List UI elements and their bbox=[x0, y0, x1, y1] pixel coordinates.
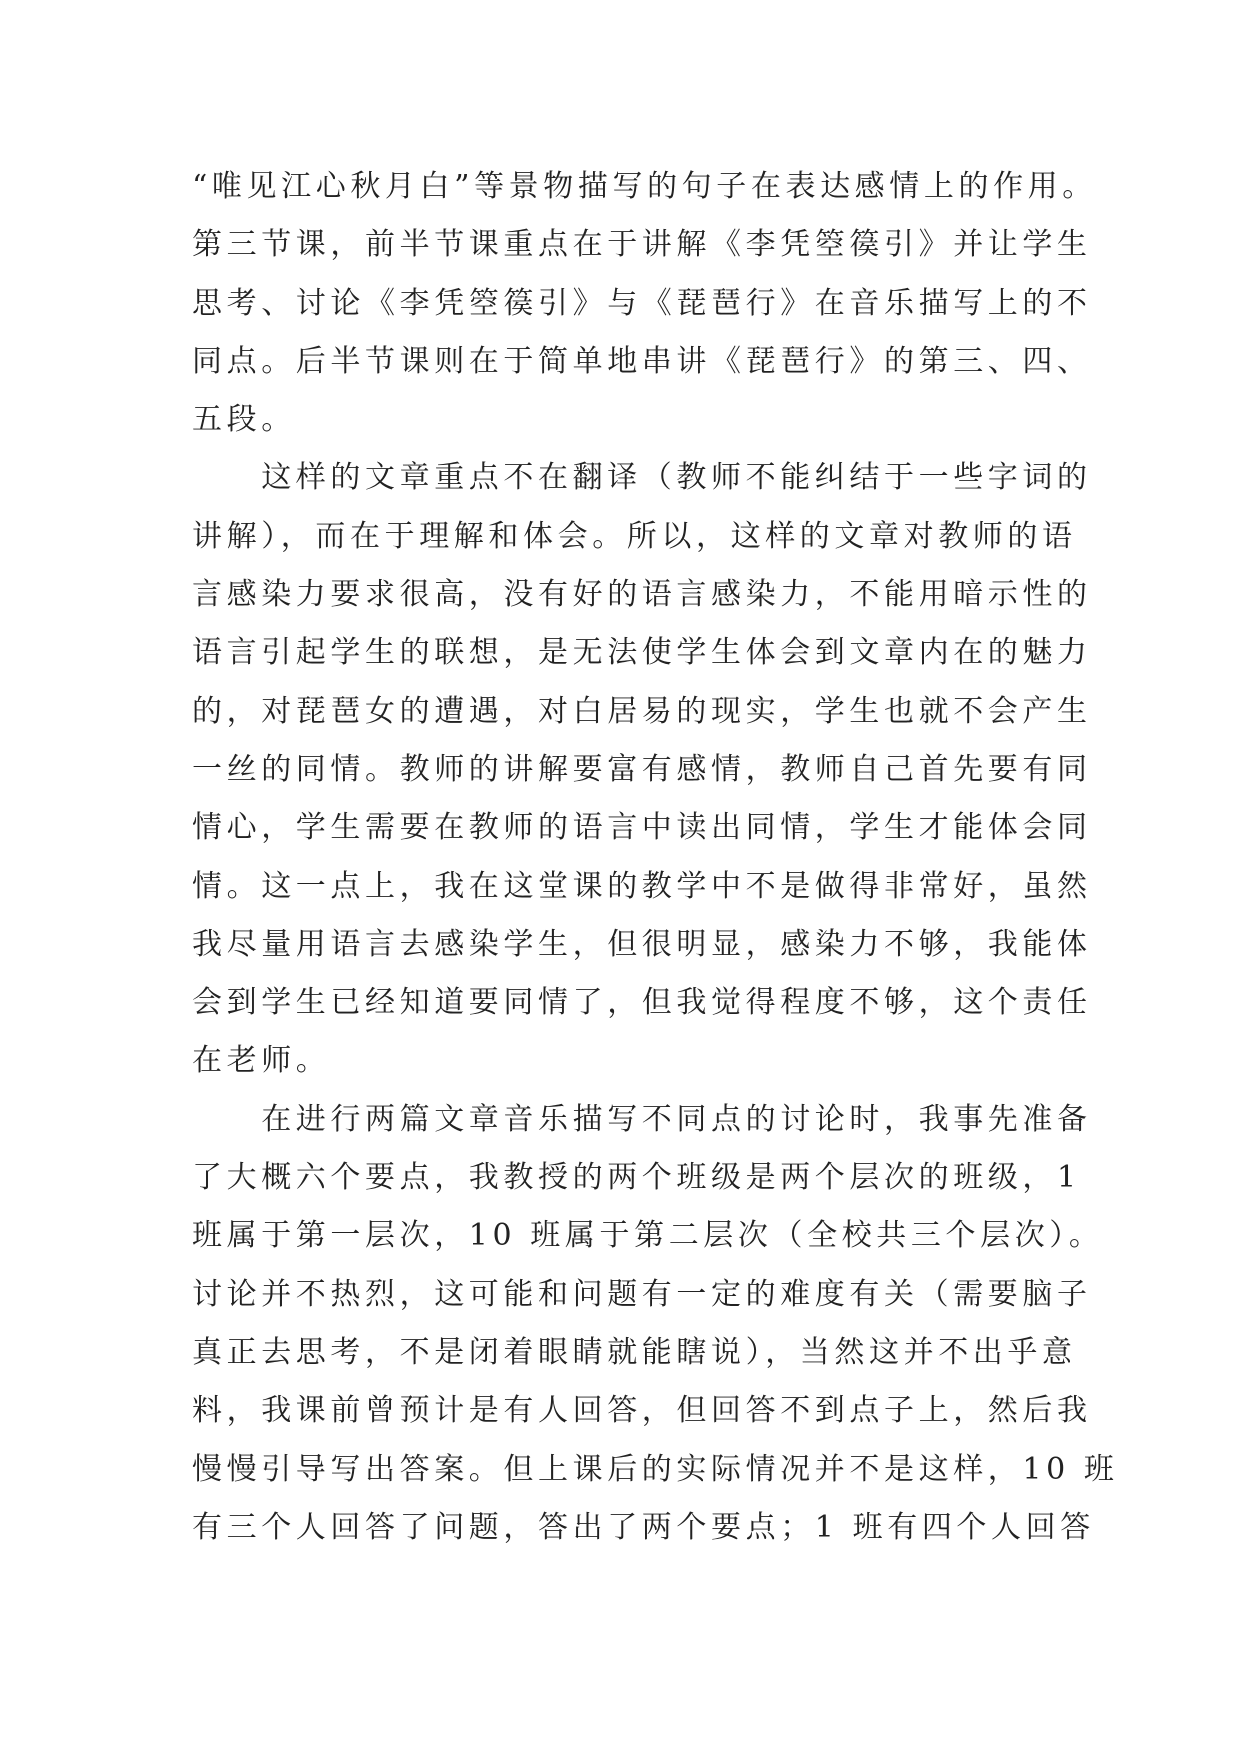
text-line: 有三个人回答了问题，答出了两个要点；1 班有四个人回答 bbox=[192, 1509, 1095, 1545]
text-line: 了大概六个要点，我教授的两个班级是两个层次的班级，1 bbox=[192, 1160, 1081, 1196]
text-line: 思考、讨论《李凭箜篌引》与《琵琶行》在音乐描写上的不 bbox=[192, 285, 1092, 321]
text-line: 料，我课前曾预计是有人回答，但回答不到点子上，然后我 bbox=[192, 1393, 1092, 1429]
text-line: 我尽量用语言去感染学生，但很明显，感染力不够，我能体 bbox=[192, 926, 1092, 962]
text-line: 情。这一点上，我在这堂课的教学中不是做得非常好，虽然 bbox=[192, 868, 1092, 904]
text-line: 第三节课，前半节课重点在于讲解《李凭箜篌引》并让学生 bbox=[192, 227, 1092, 263]
text-line: 言感染力要求很高，没有好的语言感染力，不能用暗示性的 bbox=[192, 577, 1092, 613]
text-line: 情心，学生需要在教师的语言中读出同情，学生才能体会同 bbox=[192, 810, 1092, 846]
text-line: 同点。后半节课则在于简单地串讲《琵琶行》的第三、四、 bbox=[192, 343, 1092, 379]
text-line: 真正去思考，不是闭着眼睛就能瞎说），当然这并不出乎意 bbox=[192, 1334, 1077, 1370]
text-line: 语言引起学生的联想，是无法使学生体会到文章内在的魅力 bbox=[192, 635, 1092, 671]
body-text bbox=[192, 158, 1119, 1557]
text-line: 会到学生已经知道要同情了，但我觉得程度不够，这个责任 bbox=[192, 985, 1092, 1021]
text-line: 班属于第一层次，10 班属于第二层次（全校共三个层次）。 bbox=[192, 1218, 1104, 1254]
text-line: 的，对琵琶女的遭遇，对白居易的现实，学生也就不会产生 bbox=[192, 693, 1092, 729]
text-line: “唯见江心秋月白”等景物描写的句子在表达感情上的作用。 bbox=[192, 169, 1097, 204]
text-line: 在进行两篇文章音乐描写不同点的讨论时，我事先准备 bbox=[192, 1101, 1092, 1137]
text-line: 讨论并不热烈，这可能和问题有一定的难度有关（需要脑子 bbox=[192, 1276, 1092, 1312]
text-line: 在老师。 bbox=[192, 1043, 331, 1079]
text-line: 讲解），而在于理解和体会。所以，这样的文章对教师的语 bbox=[192, 518, 1077, 554]
text-line: 慢慢引导写出答案。但上课后的实际情况并不是这样，10 班 bbox=[192, 1451, 1119, 1487]
text-line: 这样的文章重点不在翻译（教师不能纠结于一些字词的 bbox=[192, 460, 1092, 496]
text-line: 五段。 bbox=[192, 402, 296, 438]
text-line: 一丝的同情。教师的讲解要富有感情，教师自己首先要有同 bbox=[192, 751, 1092, 787]
